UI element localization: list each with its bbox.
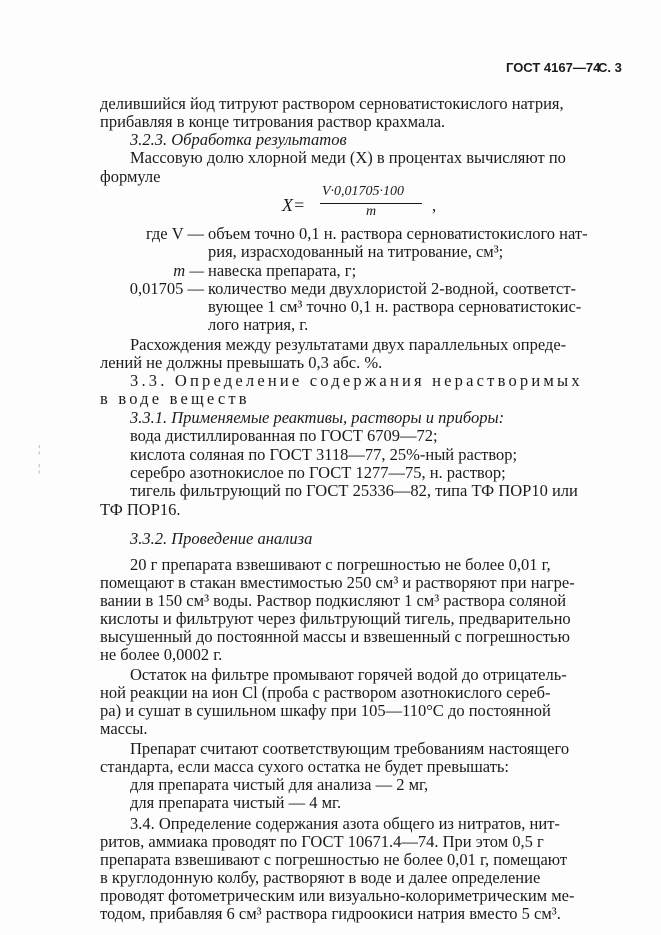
definition-text: объем точно 0,1 н. раствора серноватистокислого нат- [208,224,588,243]
page-header-number: С. 3 [598,60,622,75]
text-line: делившийся йод титруют раствором серноватистокислого натрия, [100,94,564,113]
list-item: для препарата чистый для анализа — 2 мг, [130,775,429,794]
formula-lhs: X= [282,195,306,215]
scan-mark: ¦ [38,443,41,455]
text-line: Расхождения между результатами двух параллельных опреде- [130,335,567,354]
text-line: Массовую долю хлорной меди (X) в процентах вычисляют по [130,148,566,167]
definition-text: навеска препарата, г; [208,261,357,280]
list-item: тигель фильтрующий по ГОСТ 25336—82, типа ТФ ПОР10 или [130,481,578,500]
definition-text: количество меди двухлористой 2-водной, соответст- [208,279,577,298]
list-item: серебро азотнокислое по ГОСТ 1277—75, н. раствор; [130,463,506,482]
text-line: лений не должны превышать 0,3 абс. %. [100,353,383,372]
text-line: высушенный до постоянной массы и взвешенный с погрешностью [100,627,570,646]
text-line: 3.4. Определение содержания азота общего из нитратов, нит- [130,814,560,833]
text-line: препарата взвешивают с погрешностью не более 0,01 г, помещают [100,850,568,869]
section-heading: в воде веществ [100,389,250,408]
formula-numerator: V·0,01705·100 [322,184,405,199]
text-line: кислоты и фильтруют через фильтрующий тигель, предварительно [100,609,571,628]
list-item: вода дистиллированная по ГОСТ 6709—72; [130,426,438,445]
subsection-heading: 3.3.1. Применяемые реактивы, растворы и приборы: [130,408,505,427]
definition-text: лого натрия, г. [208,315,309,334]
text-line: вании в 150 см³ воды. Раствор подкисляют 1 см³ раствора соляной [100,591,567,610]
text-line: формуле [100,167,161,186]
formula-denominator: m [366,204,377,219]
text-line: 20 г препарата взвешивают с погрешностью не более 0,01 г, [130,555,551,574]
list-item: кислота соляная по ГОСТ 3118—77, 25%-ный раствор; [130,445,518,464]
text-line: ритов, аммиака проводят по ГОСТ 10671.4—74. При этом 0,5 г [100,832,544,851]
text-line: проводят фотометрическим или визуально-колориметрическим ме- [100,886,575,905]
page-header-standard: ГОСТ 4167—74 [506,60,601,75]
scan-mark: ¦ [38,462,41,474]
subsection-heading: 3.3.2. Проведение анализа [130,529,313,548]
text-line: стандарта, если масса сухого остатка не будет превышать: [100,757,510,776]
definition-term-m: m — [173,261,204,280]
text-line: массы. [100,719,148,738]
text-line: ра) и сушат в сушильном шкафу при 105—110°С до постоянной [100,701,551,720]
definition-text: вующее 1 см³ точно 0,1 н. раствора серноватистокис- [208,297,582,316]
text-line: помещают в стакан вместимостью 250 см³ и растворяют при нагре- [100,573,575,592]
definition-text: рия, израсходованный на титрование, см³; [208,242,504,261]
definition-term-coef: 0,01705 — [129,279,204,298]
text-line: Препарат считают соответствующим требованиям настоящего [130,739,570,758]
text-line: Остаток на фильтре промывают горячей водой до отрицатель- [130,665,567,684]
formula-trail: , [432,196,437,215]
text-line: не более 0,0002 г. [100,645,223,664]
text-line: в круглодонную колбу, растворяют в воде и далее определение [100,868,541,887]
list-item: ТФ ПОР16. [100,500,181,519]
text-line: прибавляя в конце титрования раствор крахмала. [100,112,446,131]
section-heading: 3.2.3. Обработка результатов [130,130,347,149]
text-line: тодом, прибавляя 6 см³ раствора гидроокиси натрия вместо 5 см³. [100,904,561,923]
list-item: для препарата чистый — 4 мг. [130,793,342,812]
text-line: ной реакции на ион Cl (проба с раствором азотнокислого сереб- [100,683,551,702]
definition-term-v: где V — [145,224,204,243]
section-heading: 3.3. Определение содержания нерастворимых [130,371,583,390]
